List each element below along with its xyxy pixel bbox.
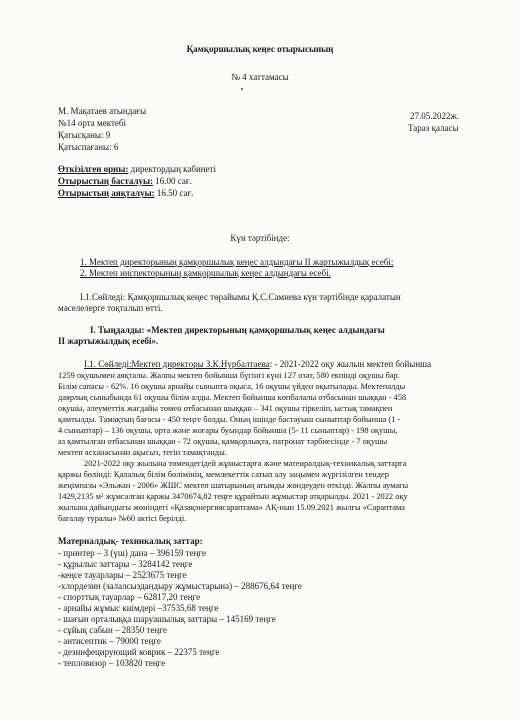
materials-item: - принтер – 3 (үш) дана – 396159 теңге xyxy=(58,548,206,558)
materials-item: - шағын орталыққа шаруашылық заттары – 145169 теңге xyxy=(58,614,276,624)
report-line: 4 сыныптар) – 136 оқушы, орта және жоғары буындар бойынша (5- 11 сыныптар) - 198 оқушы, xyxy=(58,426,398,435)
materials-item: -хлордезин (залалсыздандыру жұмыстарына) – 288676,64 теңге xyxy=(58,581,302,591)
materials-item: - спорттық тауарлар – 62817,20 теңге xyxy=(58,592,201,602)
document-title: Қамқоршылық кеңес отырысының xyxy=(186,44,334,54)
intro-line-2: мәселелерге тоқталып өтті. xyxy=(58,303,163,313)
report-line: мектеп асханасынан ақысыз, тегін тамақтанды. xyxy=(58,448,227,457)
finance-line: жеңімпазы «Эльжан - 2006» ЖШС мектеп шатырының ағымды жөндеуден өткізді. Жалпы аумағы xyxy=(58,481,409,490)
intro-line-1: І.1.Сөйледі: Қамқоршылық кеңес төрайымы Қ.С.Самиева күн тәртібінде қаралатын xyxy=(80,292,401,302)
materials-item: - құрылыс заттары – 3284142 теңге xyxy=(58,559,193,569)
materials-item: - арнайы жұмыс киімдері –37535,68 теңге xyxy=(58,603,219,613)
meeting-place: Өткізілген орны: директордың кабинеті xyxy=(58,164,217,174)
finance-line: 2021-2022 оқу жылына төмендегідей жұмыстарға және матеиралдық-техникалық заттарға xyxy=(84,459,407,468)
meeting-city: Тараз қаласы xyxy=(408,123,459,133)
attended-count: Қатысқаны: 9 xyxy=(58,130,111,140)
finance-line: 1429,2135 м² жұмсалған қаржы 3470674,82 теңге құрайтын жұмыстар атқарылды. 2021 - 2022 оқу xyxy=(58,492,408,501)
materials-item: - сұйық сабын – 28350 теңге xyxy=(58,625,167,635)
scan-speck xyxy=(241,88,243,90)
finance-line: бағалау туралы» №60 актісі берілді. xyxy=(58,514,187,523)
meeting-date: 27.05.2022ж. xyxy=(410,111,459,121)
report-line: қамтылды. Тамақтың бағасы - 450 теңге болды. Оның ішінде бастауыш сыныптар бойынша (1 - xyxy=(58,415,401,424)
report-line: Білім сапасы - 62%. 16 оқушы арнайы сыныпта оқыса, 16 оқушы үйден оқытылады. Мектепалды xyxy=(58,382,406,391)
report-line: даярлық сыныбында 61 оқушы білім алды. Мектеп бойынша көпбалалы отбасынан шыққан - 458 xyxy=(58,393,407,402)
report-first-line: І.1. Сөйледі:Мектеп директоры З.К.Нурбалтаева: - 2021-2022 оқу жылын мектеп бойынша xyxy=(84,359,432,369)
section1-heading-line2: ІІ жартыжылдық есебі». xyxy=(58,336,159,346)
materials-item: - тепловизор – 103820 теңге xyxy=(58,658,166,668)
materials-title: Материалдық- техникалық заттар: xyxy=(58,536,203,546)
materials-item: -кеңсе тауарлары – 2523675 теңге xyxy=(58,570,187,580)
protocol-number: № 4 хаттамасы xyxy=(231,72,289,82)
report-speaker: І.1. Сөйледі:Мектеп директоры З.К.Нурбалтаева xyxy=(84,359,270,369)
finance-line: жылына дайындығы жөніндегі «Қазақэнергиясараптама» АҚ-нын 15.09.2021 жылғы «Сараптама xyxy=(58,503,405,512)
school-name-line1: М. Мақатаев атындағы xyxy=(58,106,147,116)
meeting-start: Отырыстың басталуы: 16.00 сағ. xyxy=(58,176,192,186)
report-line: аз қамтылған отбасынан шыққан - 72 оқушы, қамқорлықта, патронат тәрбиесінде - 7 оқушы xyxy=(58,437,388,446)
report-line: 1259 оқушымен аяқталы. Жалпы мектеп бойынша бүгінгі күні 127 озат, 580 екпінді оқушы бар. xyxy=(58,371,400,380)
report-line: оқушы, әлеуметтік жағдайы төмен отбасынан шыққан – 341 оқушы тіркеліп, ыстық тамақпен xyxy=(58,404,393,413)
materials-item: - дезинфецирующий коврик – 22375 теңге xyxy=(58,647,220,657)
finance-line: қаржы бөлінді: Қалалық білім бөлімінің, мемлекеттік сатып алу заңымен жүргізілген тендер xyxy=(58,470,389,479)
agenda-item-1: 1. Мектеп директорының қамқоршылық кеңес алдындағы II жартыжылдық есебі; xyxy=(80,257,394,267)
section1-heading-line1: І. Тыңдалды: «Мектеп директорының қамқоршылық кеңес алдындағы xyxy=(90,325,385,335)
absent-count: Қатыспағаны: 6 xyxy=(58,142,119,152)
school-name-line2: №14 орта мектебі xyxy=(58,118,126,128)
materials-item: - антисептик – 79000 теңге xyxy=(58,636,161,646)
meeting-end: Отырыстың аяқталуы: 16.50 сағ. xyxy=(58,188,194,198)
agenda-item-2: 2. Мектеп инспекторының қамқоршылық кеңес алдындағы есебі. xyxy=(80,268,331,278)
agenda-title: Күн тәртібінде: xyxy=(230,233,290,243)
